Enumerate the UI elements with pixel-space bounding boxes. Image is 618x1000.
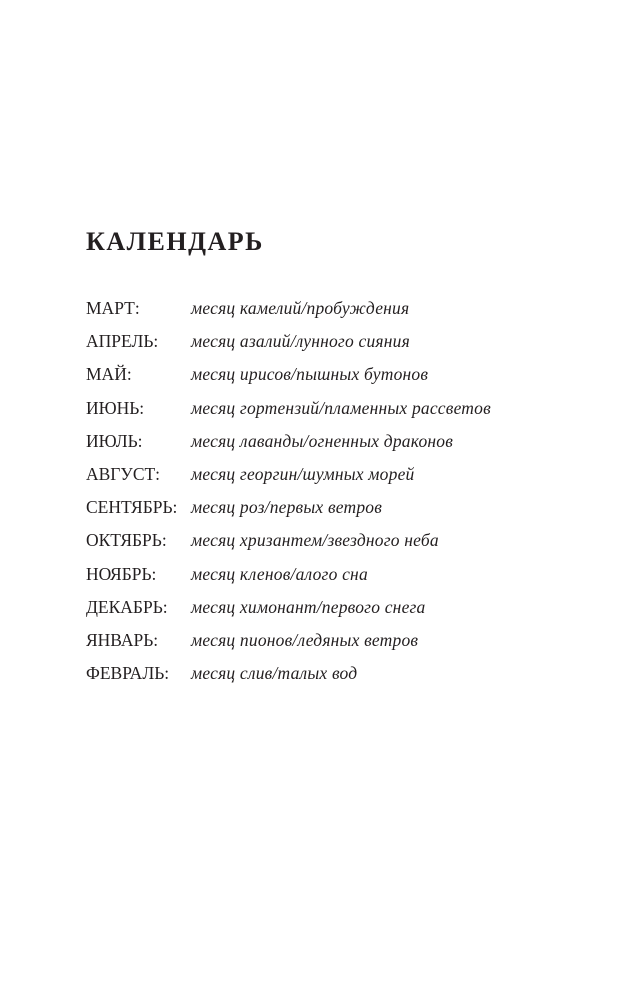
month-description: месяц лаванды/огненных драконов (191, 430, 454, 451)
month-description: месяц хризантем/звездного неба (191, 530, 439, 551)
calendar-row-september (86, 494, 586, 527)
month-description: месяц георгин/шумных морей (191, 463, 415, 484)
month-description: месяц ирисов/пышных бутонов (191, 364, 429, 385)
month-description: месяц азалий/лунного сияния (191, 331, 410, 352)
month-description: месяц химонант/первого снега (191, 596, 426, 617)
calendar-row-april (86, 328, 586, 361)
calendar-list (86, 295, 586, 693)
month-name: МАЙ: (86, 364, 132, 385)
month-description: месяц гортензий/пламенных рассветов (191, 397, 491, 418)
calendar-row-january (86, 627, 586, 660)
calendar-row-august (86, 461, 586, 494)
month-name: ИЮЛЬ: (86, 430, 143, 451)
month-name: МАРТ: (86, 298, 140, 318)
calendar-row-july (86, 428, 586, 461)
calendar-row-november (86, 561, 586, 594)
month-name: ФЕВРАЛЬ: (86, 663, 170, 684)
calendar-row-june (86, 395, 586, 428)
month-name: ЯНВАРЬ: (86, 629, 159, 650)
month-name: НОЯБРЬ: (86, 563, 157, 584)
calendar-row-december (86, 594, 586, 627)
month-description: месяц слив/талых вод (191, 663, 358, 684)
month-name: ИЮНЬ: (86, 397, 145, 418)
calendar-row-may (86, 361, 586, 394)
month-name: ОКТЯБРЬ: (86, 530, 167, 551)
month-description: месяц камелий/пробуждения (191, 298, 410, 318)
month-description: месяц кленов/алого сна (191, 563, 368, 584)
month-description: месяц пионов/ледяных ветров (191, 629, 419, 650)
month-description: месяц роз/первых ветров (191, 497, 383, 518)
month-name: СЕНТЯБРЬ: (86, 497, 178, 518)
calendar-row-october (86, 527, 586, 560)
month-name: АВГУСТ: (86, 463, 161, 484)
month-name: АПРЕЛЬ: (86, 331, 159, 352)
page-title: КАЛЕНДАРЬ (86, 227, 264, 256)
calendar-row-february (86, 660, 586, 693)
month-name: ДЕКАБРЬ: (86, 596, 168, 617)
calendar-row-march (86, 295, 586, 328)
